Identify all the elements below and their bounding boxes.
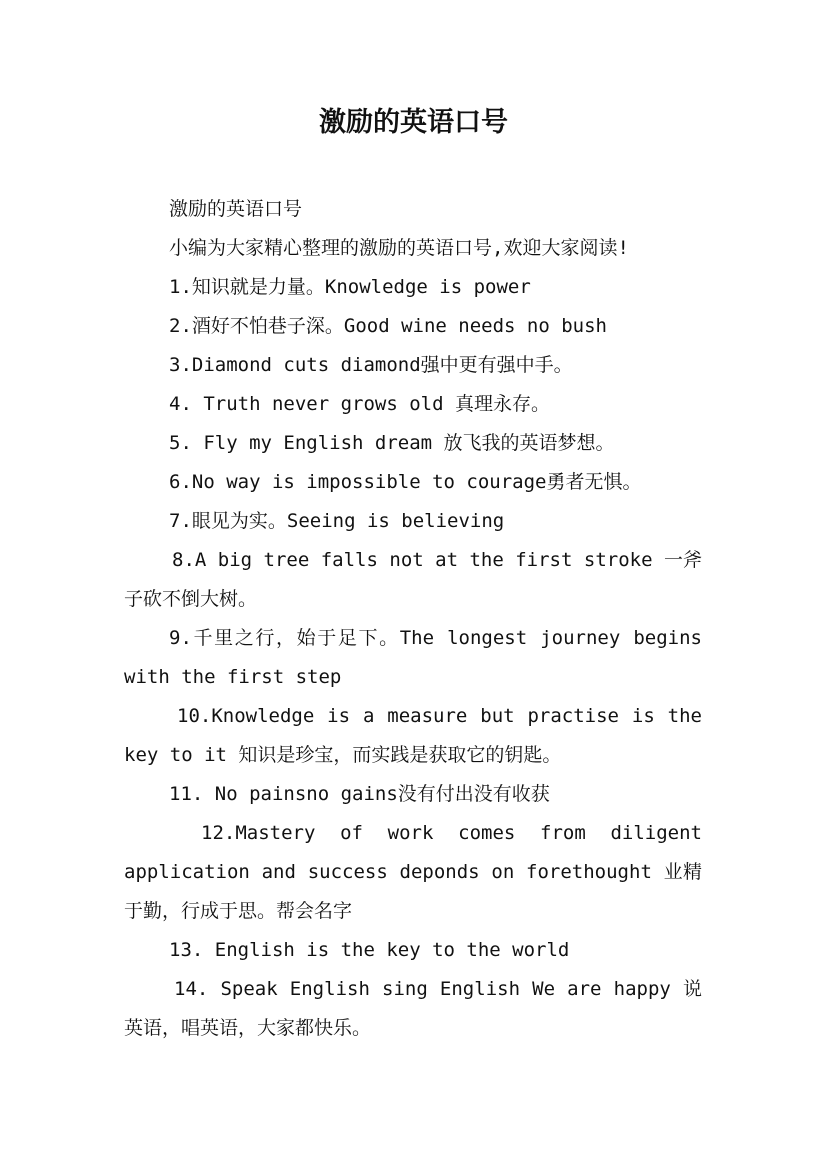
slogan-item: 9.千里之行，始于足下。The longest journey begins with the first step (124, 627, 702, 688)
paragraph-intro: 小编为大家精心整理的激励的英语口号,欢迎大家阅读! (169, 237, 629, 259)
slogan-item: 3.Diamond cuts diamond强中更有强中手。 (169, 354, 573, 376)
document-title: 激励的英语口号 (319, 107, 508, 138)
slogan-item: 1.知识就是力量。Knowledge is power (169, 276, 531, 298)
paragraph-heading: 激励的英语口号 (169, 198, 303, 220)
slogan-item: 13. English is the key to the world (169, 939, 570, 961)
document-body (124, 190, 702, 1048)
slogan-item: 2.酒好不怕巷子深。Good wine needs no bush (169, 315, 607, 337)
slogan-item: 8.A big tree falls not at the first stroke 一斧子砍不倒大树。 (124, 549, 702, 610)
slogan-item: 14. Speak English sing English We are happy 说英语，唱英语，大家都快乐。 (124, 978, 702, 1039)
slogan-item: 10.Knowledge is a measure but practise is the key to it 知识是珍宝，而实践是获取它的钥匙。 (124, 705, 702, 766)
slogan-item: 11. No painsno gains没有付出没有收获 (169, 783, 550, 805)
slogan-item: 5. Fly my English dream 放飞我的英语梦想。 (169, 432, 615, 454)
slogan-item: 4. Truth never grows old 真理永存。 (169, 393, 550, 415)
slogan-item: 7.眼见为实。Seeing is believing (169, 510, 505, 532)
slogan-item: 6.No way is impossible to courage勇者无惧。 (169, 471, 642, 493)
slogan-item: 12.Mastery of work comes from diligent application and success deponds on forethought 业精于勤，行成于思。帮会名字 (124, 822, 702, 922)
